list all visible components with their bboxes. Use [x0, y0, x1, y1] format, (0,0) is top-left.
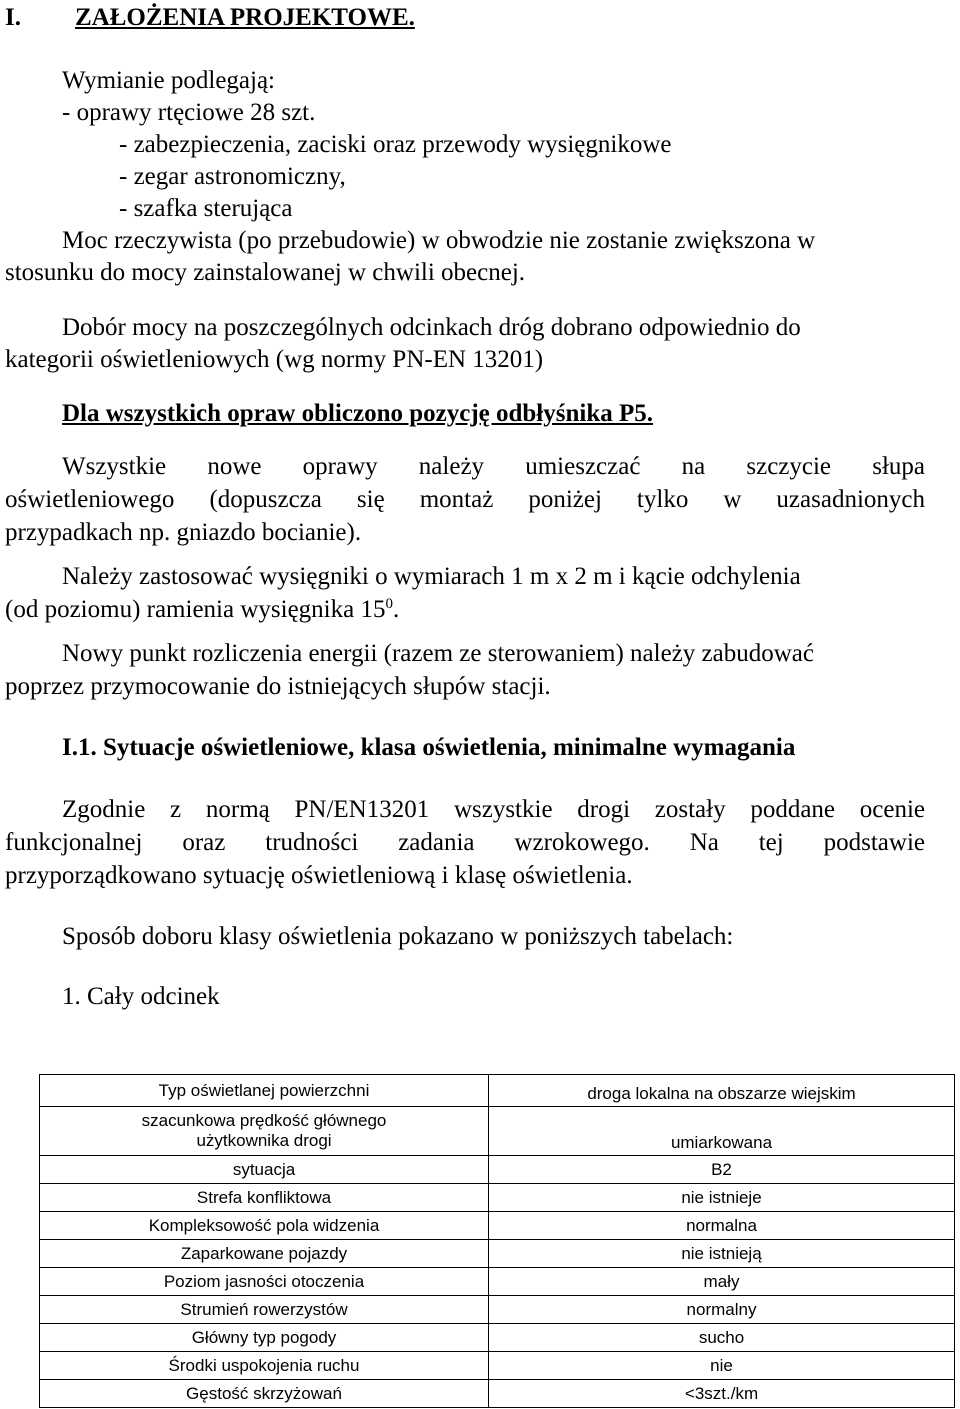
- param-text-2: użytkownika drogi: [196, 1131, 332, 1150]
- table-cell-param: Gęstość skrzyżowań: [40, 1380, 489, 1408]
- intro-item-4: - szafka sterująca: [119, 195, 293, 222]
- table-cell-value: B2: [489, 1156, 955, 1184]
- norm-line-1: Zgodnie z normą PN/EN13201 wszystkie drogi zostały poddane ocenie: [62, 796, 925, 823]
- metering-line-1: Nowy punkt rozliczenia energii (razem ze sterowaniem) należy zabudować: [62, 640, 814, 667]
- degree-superscript: 0: [385, 596, 393, 612]
- intro-lead: Wymianie podlegają:: [62, 67, 276, 94]
- table-cell-param: Strefa konfliktowa: [40, 1184, 489, 1212]
- table-cell-value: nie istnieje: [489, 1184, 955, 1212]
- lighting-class-table: [39, 1074, 955, 1408]
- list-item-1: 1. Cały odcinek: [62, 983, 220, 1010]
- table-cell-param: Zaparkowane pojazdy: [40, 1240, 489, 1268]
- table-cell-value: <3szt./km: [489, 1380, 955, 1408]
- intro-item-1: - oprawy rtęciowe 28 szt.: [62, 99, 316, 126]
- table-row: [40, 1107, 955, 1156]
- table-row: [40, 1268, 955, 1296]
- subsection-title: I.1. Sytuacje oświetleniowe, klasa oświetlenia, minimalne wymagania: [62, 734, 796, 761]
- arms-line-2: [5, 594, 399, 626]
- table-cell-param: Strumień rowerzystów: [40, 1296, 489, 1324]
- intro-item-3: - zegar astronomiczny,: [119, 163, 346, 190]
- table-cell-value: droga lokalna na obszarze wiejskim: [489, 1075, 955, 1107]
- arms-line-2-text: (od poziomu) ramienia wysięgnika 15: [5, 596, 386, 623]
- table-cell-param: [40, 1107, 489, 1156]
- norm-line-2: funkcjonalnej oraz trudności zadania wzrokowego. Na tej podstawie: [5, 829, 925, 856]
- table-cell-param: [40, 1075, 489, 1107]
- selection-line-2: kategorii oświetleniowych (wg normy PN-EN 13201): [5, 346, 544, 373]
- method-text: Sposób doboru klasy oświetlenia pokazano w poniższych tabelach:: [62, 923, 734, 950]
- table-cell-param: Główny typ pogody: [40, 1324, 489, 1352]
- table-row: [40, 1240, 955, 1268]
- reflector-note: Dla wszystkich opraw obliczono pozycję odbłyśnika P5.: [62, 400, 654, 427]
- power-line-2: stosunku do mocy zainstalowanej w chwili obecnej.: [5, 259, 526, 286]
- norm-line-3: przyporządkowano sytuację oświetleniową i klasę oświetlenia.: [5, 862, 633, 889]
- selection-line-1: Dobór mocy na poszczególnych odcinkach dróg dobrano odpowiednio do: [62, 314, 801, 341]
- table-row: [40, 1075, 955, 1107]
- mounting-line-1: Wszystkie nowe oprawy należy umieszczać na szczycie słupa: [62, 453, 925, 480]
- param-text: Typ oświetlanej powierzchni: [158, 1080, 370, 1100]
- section-heading: [5, 2, 415, 34]
- mounting-line-2: oświetleniowego (dopuszcza się montaż poniżej tylko w uzasadnionych: [5, 486, 925, 513]
- section-title: ZAŁOŻENIA PROJEKTOWE.: [75, 4, 415, 31]
- intro-item-2: - zabezpieczenia, zaciski oraz przewody wysięgnikowe: [119, 131, 672, 158]
- param-text: szacunkowa prędkość głównego: [141, 1111, 387, 1130]
- power-line-1: Moc rzeczywista (po przebudowie) w obwodzie nie zostanie zwiększona w: [62, 227, 816, 254]
- table-row: [40, 1380, 955, 1408]
- mounting-line-3: przypadkach np. gniazdo bocianie).: [5, 519, 362, 546]
- table-cell-param: Środki uspokojenia ruchu: [40, 1352, 489, 1380]
- table-cell-value: umiarkowana: [489, 1107, 955, 1156]
- metering-line-2: poprzez przymocowanie do istniejących słupów stacji.: [5, 673, 551, 700]
- table-row: [40, 1184, 955, 1212]
- table-cell-param: sytuacja: [40, 1156, 489, 1184]
- section-number: I.: [5, 4, 21, 31]
- table-cell-param: Kompleksowość pola widzenia: [40, 1212, 489, 1240]
- table-cell-value: normalna: [489, 1212, 955, 1240]
- table-cell-value: nie: [489, 1352, 955, 1380]
- table-cell-value: normalny: [489, 1296, 955, 1324]
- table-cell-value: sucho: [489, 1324, 955, 1352]
- table-row: [40, 1296, 955, 1324]
- table-row: [40, 1156, 955, 1184]
- table-cell-value: mały: [489, 1268, 955, 1296]
- arms-line-2-end: .: [392, 596, 400, 623]
- table-row: [40, 1352, 955, 1380]
- table-cell-value: nie istnieją: [489, 1240, 955, 1268]
- table-row: [40, 1212, 955, 1240]
- table-cell-param: Poziom jasności otoczenia: [40, 1268, 489, 1296]
- table-row: [40, 1324, 955, 1352]
- arms-line-1: Należy zastosować wysięgniki o wymiarach 1 m x 2 m i kącie odchylenia: [62, 563, 801, 590]
